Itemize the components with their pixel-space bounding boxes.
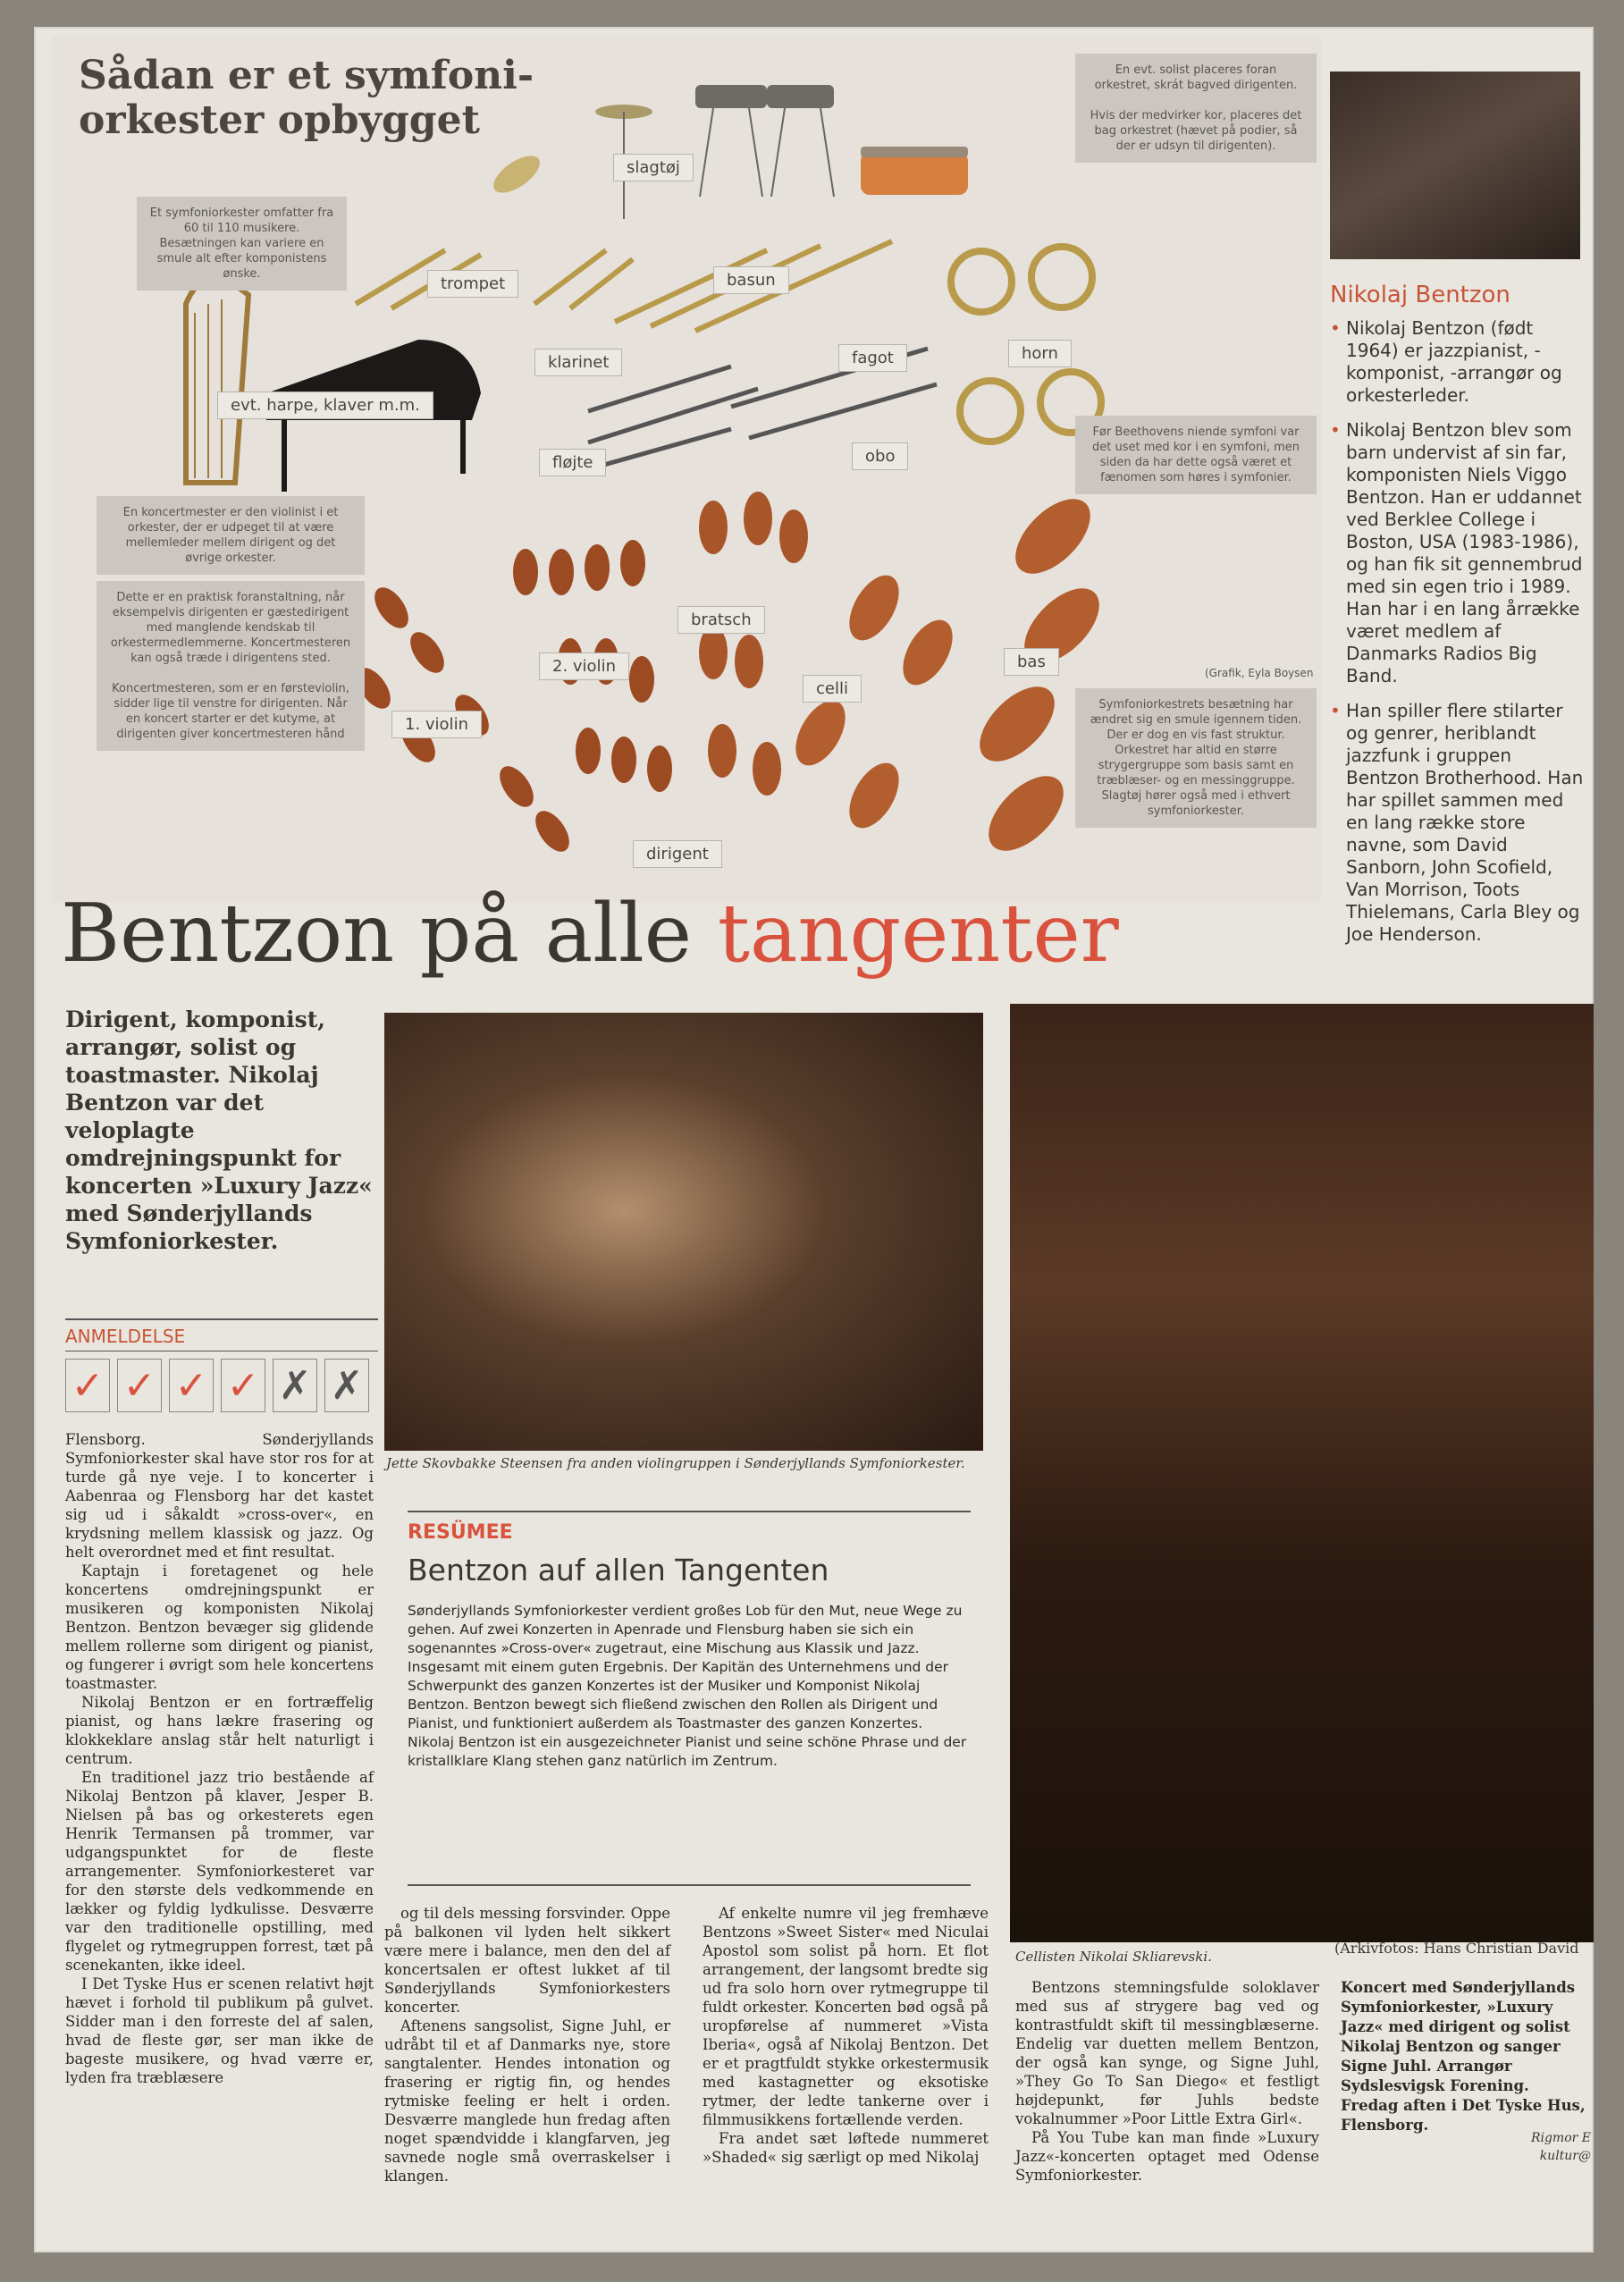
article-paragraph: I Det Tyske Hus er scenen relativt højt hævet i forhold til publikum på gulvet. Sidder man i den forreste del af salen, hvad de fleste gør, ser man ikke de bageste musikere, og hvad værre er, lyden fra træblæsere	[65, 1975, 374, 2086]
violas-icon	[699, 492, 808, 796]
bio-item: • Nikolaj Bentzon (født 1964) er jazzpianist, -komponist, -arrangør og orkesterleder.	[1330, 317, 1585, 407]
info-note-concertmaster-role: Dette er en praktisk foranstaltning, når eksempelvis dirigenten er gæstedirigent med manglende kendskab til orkestermedlemmerne. Koncertmesteren kan også træde i dirigentens sted. Koncertmesteren, som er en førsteviolin, sidder lige til venstre for dirigenten. Når en koncert starter er det kutyme, at dirigenten giver koncertmesteren hånd	[97, 581, 365, 751]
bio-list	[1330, 317, 1585, 958]
review-label: ANMELDELSE	[65, 1318, 378, 1352]
info-note-concertmaster: En koncertmester er den violinist i et orkester, der er udpeget til at være mellemleder mellem dirigent og det øvrige orkester.	[97, 496, 365, 575]
bio-item: • Han spiller flere stilarter og genrer, heriblandt jazzfunk i gruppen Bentzon Brotherhood. Han har spillet sammen med en lang række store navne, som David Sanborn, John Scofield, Van Morrison, Toots Thielemans, Carla Bley og Joe Henderson.	[1330, 700, 1585, 946]
article-paragraph: Nikolaj Bentzon er en fortræffelig pianist, og hans lækre frasering og klokkeklare anslag står helt naturligt i centrum.	[65, 1694, 374, 1767]
label-2-violin: 2. violin	[539, 653, 629, 680]
resumee-label: RESÜMEE	[408, 1521, 513, 1544]
headline-part1: Bentzon på alle	[61, 887, 718, 981]
infographic-title: Sådan er et symfoni- orkester opbygget	[79, 53, 534, 143]
concert-info: Koncert med Sønderjyllands Symfoniorkester, »Luxury Jazz« med dirigent og solist Nikolaj Bentzon og sanger Signe Juhl. Arrangør Sydslesvigsk Forening. Fredag aften i Det Tyske Hus, Flensborg.	[1341, 1979, 1586, 2134]
violinist-caption: Jette Skovbakke Steensen fra anden violingruppen i Sønderjyllands Symfoniorkester.	[386, 1455, 965, 1471]
violins-icon	[350, 540, 672, 857]
article-paragraph: Bentzons stemningsfulde soloklaver med sus af strygere bag ved og kontrastfuldt skift til messingblæserne. Endelig var duetten mellem Bentzon, der også kan synge, og Signe Juhl, »They Go To San Diego« et festligt højdepunkt, før Juhls bedste vokalnummer »Poor Little Extra Girl«.	[1015, 1979, 1319, 2127]
article-paragraph: På You Tube kan man finde »Luxury Jazz«-koncerten optaget med Odense Symfoniorkester.	[1015, 2129, 1319, 2184]
label-bas: bas	[1004, 648, 1059, 676]
info-note-choir: Før Beethovens niende symfoni var det uset med kor i en symfoni, men siden da har dette også været et fænomen som høres i symfonier.	[1075, 416, 1317, 494]
article-paragraph: En traditionel jazz trio bestående af Nikolaj Bentzon på klaver, Jesper B. Nielsen på bas og orkesterets egen Henrik Termansen på trommer, var udgangspunktet for de fleste arrangementer. Symfoniorkesteret var for den største dels vedkommende en lækker og fyldig lydkulisse. Desværre var den traditionelle opstilling, med flygelet og rytmegruppen forrest, tæt på scenekanten, ikke ideel.	[65, 1769, 374, 1974]
info-note-structure: Symfoniorkestrets besætning har ændret sig en smule igennem tiden. Der er dog en vis fast struktur. Orkestret har altid en større strygergruppe som basis samt en træblæser- og en messinggruppe. Slagtøj hører også med i ethvert symfoniorkester.	[1075, 688, 1317, 828]
resumee-body: Sønderjyllands Symfoniorkester verdient großes Lob für den Mut, neue Wege zu gehen. Auf zwei Konzerten in Apenrade und Flensburg haben sie sich ein sogenanntes »Cross-over« zugetraut, eine Mischung aus Klassik und Jazz. Insgesamt mit einem guten Ergebnis. Der Kapitän des Unternehmens und der Schwerpunkt des ganzen Konzertes ist der Musiker und Komponist Nikolaj Bentzon. Bentzon bewegt sich fließend zwischen den Rollen als Dirigent und Pianist, und funktioniert außerdem als Toastmaster des ganzen Konzertes. Nikolaj Bentzon ist ein ausgezeichneter Pianist und seine schöne Phrase und der kristallklare Klang stehen ganz natürlich im Zentrum.	[408, 1603, 967, 1769]
newspaper-page	[34, 27, 1594, 2253]
article-paragraph: Aftenens sangsolist, Signe Juhl, er udråbt til et af Danmarks nye, store sangtalenter. Hendes intonation og frasering er rigtig fin, og hendes rytmiske feeling er helt i orden. Desværre manglede hun fredag aften noget spændvidde i klangfarven, jeg savnede nogle små overraskelser i klangen.	[384, 2017, 670, 2185]
byline-name: Rigmor E	[1530, 2131, 1591, 2145]
cellist-photo	[1010, 1004, 1594, 1942]
graphic-credit: (Grafik, Eyla Boysen	[1205, 667, 1314, 679]
violinist-photo	[384, 1013, 983, 1451]
bio-name: Nikolaj Bentzon	[1330, 282, 1510, 308]
article-paragraph: Fra andet sæt løftede nummeret »Shaded« sig særligt op med Nikolaj	[703, 2130, 989, 2166]
resumee-title: Bentzon auf allen Tangenten	[408, 1553, 829, 1587]
label-klarinet: klarinet	[534, 349, 622, 376]
resumee-box	[408, 1511, 971, 1886]
label-trompet: trompet	[427, 270, 518, 298]
bio-sidebar	[1330, 45, 1584, 956]
bio-item: • Nikolaj Bentzon blev som barn undervist af sin far, komponisten Niels Viggo Bentzon. Han er uddannet ved Berklee College i Boston, USA (1983-1986), og han fik sit gennembrud med sin egen trio i 1989. Han har i en lang årrække været medlem af Danmarks Radios Big Band.	[1330, 419, 1585, 687]
article-paragraph: og til dels messing forsvinder. Oppe på balkonen vil lyden helt sikkert være mere i balance, men den del af koncertsalen er oftest lukket af til Sønderjyllands Symfoniorkesters koncerter.	[384, 1905, 670, 2016]
review-rating	[65, 1359, 378, 1412]
check-icon: ✓	[169, 1359, 214, 1412]
headline	[61, 889, 1312, 979]
label-celli: celli	[803, 675, 862, 703]
article-paragraph: Af enkelte numre vil jeg fremhæve Bentzons »Sweet Sister« med Niculai Apostol som solist på horn. Et flot arrangement, der langsomt bredte sig ud fra solo horn over rytmegruppe til fuldt orkester. Koncerten bød også på uropførelse af nummeret »Vista Iberia«, også af Nikolaj Bentzon. Det er et pragtfuldt stykke orkestermusik med kastagnetter og eksotiske rytmer, der ledte tankerne over i filmmusikkens fortællende verden.	[703, 1905, 989, 2128]
label-flojte: fløjte	[539, 449, 606, 476]
orchestra-infographic	[52, 36, 1321, 903]
check-icon: ✓	[117, 1359, 162, 1412]
headline-part2: tangenter	[717, 887, 1119, 981]
lead-paragraph: Dirigent, komponist, arrangør, solist og toastmaster. Nikolaj Bentzon var det veloplagte omdrejningspunkt for koncerten »Luxury Jazz« med Sønderjyllands Symfoniorkester.	[65, 1006, 373, 1254]
cross-icon: ✗	[273, 1359, 317, 1412]
timpani-icon	[695, 85, 834, 197]
label-fagot: fagot	[838, 344, 907, 372]
article-column-3	[703, 1904, 989, 2167]
label-slagtoj: slagtøj	[613, 154, 694, 181]
bentzon-portrait-photo	[1330, 72, 1580, 259]
info-note-soloist: En evt. solist placeres foran orkestret, skrát bagved dirigenten. Hvis der medvirker kor, placeres det bag orkestret (hævet på podier, så der er udsyn til dirigenten).	[1075, 54, 1317, 163]
photo-credit: (Arkivfotos: Hans Christian David	[1334, 1940, 1579, 1957]
article-paragraph: Kaptajn i foretagenet og hele koncertens omdrejningspunkt er musikeren og komponisten Nikolaj Bentzon. Bentzon bevæger sig glidende mellem rollerne som dirigent og pianist, og fungerer i øvrigt som hele koncertens toastmaster.	[65, 1562, 374, 1692]
drums-icon	[861, 147, 968, 195]
label-harpe-klaver: evt. harpe, klaver m.m.	[217, 392, 433, 419]
check-icon: ✓	[221, 1359, 265, 1412]
label-obo: obo	[852, 442, 908, 470]
article-paragraph: Flensborg. Sønderjyllands Symfoniorkester skal have stor ros for at turde gå nye veje. I to koncerter i Aabenraa og Flensborg har det kastet sig ud i såkaldt »cross-over«, en krydsning mellem klassisk og jazz. Og helt overordnet med et fint resultat.	[65, 1431, 374, 1561]
article-column-4	[1015, 1978, 1319, 2185]
label-basun: basun	[713, 266, 789, 294]
article-column-2	[384, 1904, 670, 2185]
label-horn: horn	[1008, 340, 1072, 367]
harp-icon	[186, 279, 248, 483]
label-bratsch: bratsch	[677, 606, 765, 634]
label-dirigent: dirigent	[633, 840, 722, 868]
cellist-caption: Cellisten Nikolai Skliarevski.	[1015, 1949, 1212, 1965]
article-column-1	[65, 1430, 374, 2087]
check-icon: ✓	[65, 1359, 110, 1412]
byline	[1430, 2129, 1591, 2165]
byline-dept: kultur@	[1539, 2149, 1591, 2163]
label-1-violin: 1. violin	[391, 711, 482, 738]
info-note-size: Et symfoniorkester omfatter fra 60 til 110 musikere. Besætningen kan variere en smule alt efter komponistens ønske.	[137, 197, 347, 291]
cross-icon: ✗	[324, 1359, 369, 1412]
